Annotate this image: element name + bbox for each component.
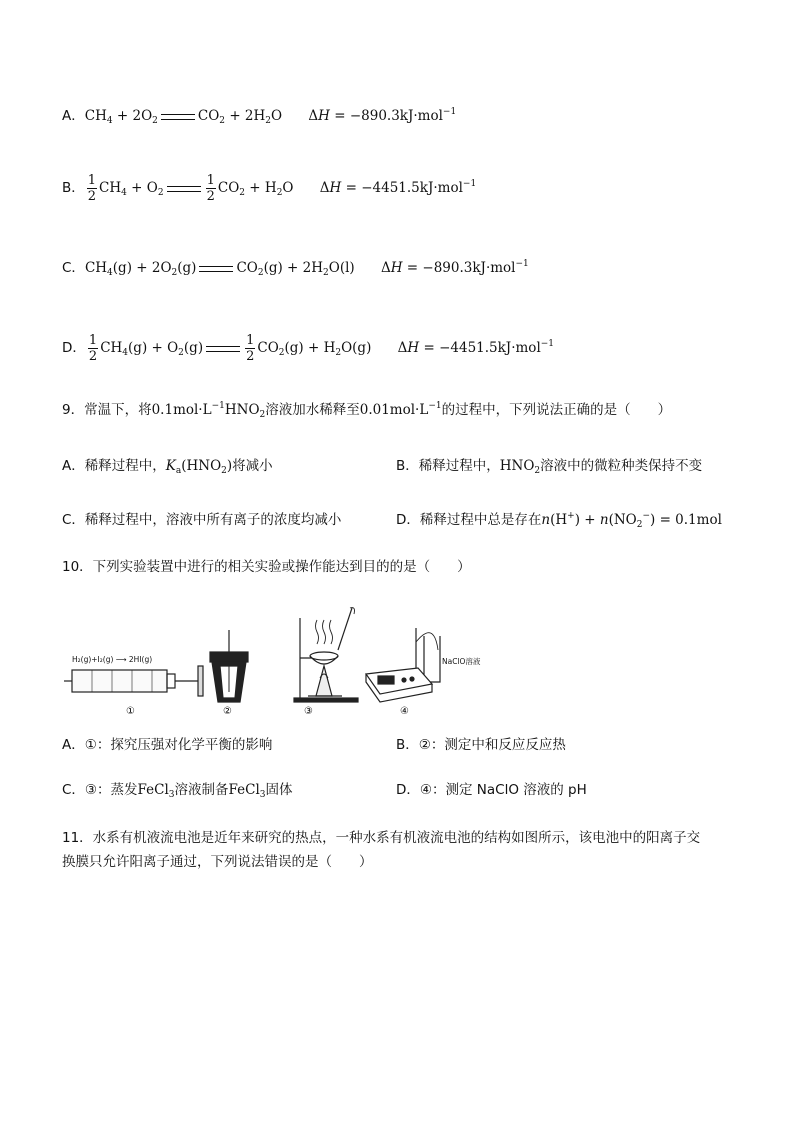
q9-stem: 9．常温下，将$0.1mol\cdot L^{-1}HNO_2$溶液加水稀释至$0.01mol\cdot L^{-1}$的过程中，下列说法正确的是（ ）: [62, 401, 672, 420]
evaporation-drawing: [294, 608, 358, 702]
q8-option-c: C．$CH_4(g) + 2O_2(g) CO_2(g) + 2H_2O(l) \Delta H = -890.3kJ\cdot mol^{-1}$: [62, 259, 529, 278]
figure-number-1: ①: [126, 706, 135, 717]
figure-number-4: ④: [400, 706, 409, 717]
naclo-label: NaClO溶液: [442, 657, 481, 666]
q9-option-c: C．稀释过程中，溶液中所有离子的浓度均减小: [62, 512, 342, 528]
ph-meter-drawing: [366, 628, 440, 702]
q9-option-b: B．稀释过程中，$HNO_2$溶液中的微粒种类保持不变: [396, 458, 703, 476]
apparatus-figure: [62, 600, 482, 722]
q10-option-c: C．③：蒸发FeCl$_3$溶液制备FeCl$_3$固体: [62, 782, 293, 800]
q9-option-a: A．稀释过程中，$K_a(HNO_2)$将减小: [62, 458, 273, 476]
calorimeter-drawing: [210, 630, 248, 702]
q9-option-d: D．稀释过程中总是存在$n(H^+) + n(NO_2^-) = 0.1mol$: [396, 511, 722, 530]
q8-option-d: D． $\frac{1}{2}$ $CH_4(g) + O_2(g)$ $\frac{1}{2}$ $CO_2(g) + H_2O(g) \Delta H = -4451.5kJ\cdot mol^{-1}$: [62, 333, 555, 364]
q11-stem-line2: 换膜只允许阳离子通过，下列说法错误的是（ ）: [62, 854, 373, 870]
figure-number-2: ②: [223, 706, 232, 717]
figure-number-3: ③: [304, 706, 313, 717]
q11-stem-line1: 11．水系有机液流电池是近年来研究的热点，一种水系有机液流电池的结构如图所示，该电池中的阳离子交: [62, 830, 701, 846]
q8-option-a: A．$CH_4 + 2O_2$ $CO_2 + 2H_2O$ ΔH = −890.3kJ·mol$^{-1}$: [62, 107, 457, 126]
q10-option-d: D．④：测定 NaClO 溶液的 pH: [396, 782, 587, 798]
syringe-drawing: [64, 666, 203, 696]
apparatus-drawing: [62, 600, 482, 722]
q10-option-a: A．①：探究压强对化学平衡的影响: [62, 737, 273, 753]
q8-option-b: B． $\frac{1}{2}$ $CH_4 + O_2$ $\frac{1}{2}$ $CO_2 + H_2O$ ΔH = −4451.5kJ·mol$^{-1}$: [62, 173, 477, 204]
q10-stem: 10．下列实验装置中进行的相关实验或操作能达到目的的是（ ）: [62, 559, 471, 575]
q10-option-b: B．②：测定中和反应反应热: [396, 737, 566, 753]
syringe-label: H₂(g)+I₂(g) ⟶ 2HI(g): [72, 655, 153, 664]
